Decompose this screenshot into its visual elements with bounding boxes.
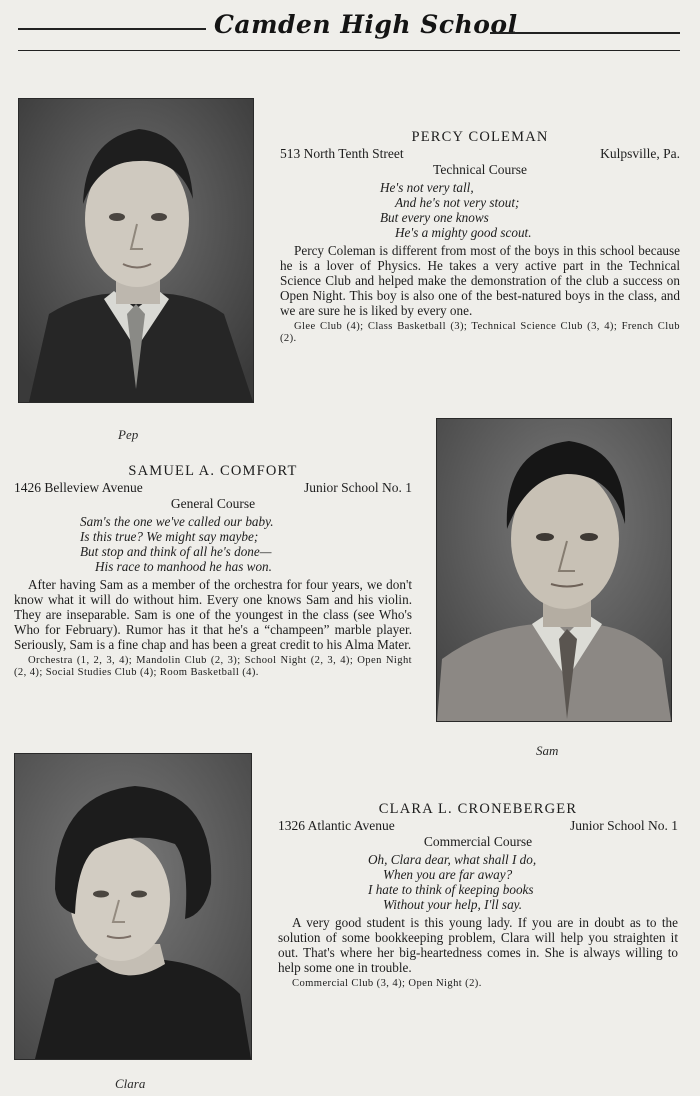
student-entry-clara bbox=[278, 802, 678, 990]
page-title: Camden High School bbox=[214, 10, 518, 39]
portrait-photo-clara bbox=[14, 753, 252, 1060]
activities-text: Glee Club (4); Class Basketball (3); Technical Science Club (3, 4); French Club (2). bbox=[280, 321, 680, 344]
course-label: Technical Course bbox=[433, 162, 527, 177]
previous-school: Junior School No. 1 bbox=[304, 480, 412, 495]
student-name: SAMUEL A. COMFORT bbox=[128, 463, 298, 479]
activities-text: Commercial Club (3, 4); Open Night (2). bbox=[292, 978, 482, 989]
verse-line: When you are far away? bbox=[383, 867, 513, 882]
street-address: 1426 Belleview Avenue bbox=[14, 480, 143, 495]
verse-line: Sam's the one we've called our baby. bbox=[80, 514, 274, 529]
hometown: Kulpsville, Pa. bbox=[600, 146, 680, 161]
portrait-photo-percy bbox=[18, 98, 254, 403]
verse-line: Oh, Clara dear, what shall I do, bbox=[368, 852, 537, 867]
address-row bbox=[14, 480, 412, 495]
biography-text: A very good student is this young lady. If you are in doubt as to the solution of some bookkeeping problem, Clara will help you straighten it out. That's where her big-heartedness comes in. She is always willing to help some one in trouble. bbox=[278, 915, 678, 975]
verse-line: Is this true? We might say maybe; bbox=[80, 529, 259, 544]
verse bbox=[14, 514, 412, 574]
course-label: Commercial Course bbox=[423, 834, 533, 849]
street-address: 1326 Atlantic Avenue bbox=[278, 818, 395, 833]
activities-list bbox=[14, 655, 412, 678]
verse-line: He's a mighty good scout. bbox=[395, 225, 532, 240]
header-rule-bottom bbox=[18, 50, 680, 51]
nickname-caption: Clara bbox=[115, 1076, 146, 1091]
header-rule-left bbox=[18, 28, 206, 30]
verse bbox=[280, 180, 680, 240]
verse-line: I hate to think of keeping books bbox=[368, 882, 534, 897]
verse-line: And he's not very stout; bbox=[395, 195, 520, 210]
verse-line: But stop and think of all he's done— bbox=[80, 544, 272, 559]
nickname-caption: Pep bbox=[118, 427, 139, 442]
nickname-caption: Sam bbox=[536, 743, 559, 758]
course-label: General Course bbox=[170, 496, 256, 511]
page-header bbox=[18, 8, 680, 54]
verse-line: His race to manhood he has won. bbox=[95, 559, 272, 574]
verse bbox=[278, 852, 678, 912]
biography-text: Percy Coleman is different from most of the boys in this school because he is a lover of Physics. He takes a very active part in the Technical Science Club and helped make the demonstration of the club a success on Open Night. This boy is also one of the best-natured boys in the class, and we are sure he is liked by every one. bbox=[280, 243, 680, 318]
activities-list bbox=[278, 978, 678, 990]
verse-line: But every one knows bbox=[380, 210, 489, 225]
address-row bbox=[278, 818, 678, 833]
biography-text: After having Sam as a member of the orchestra for four years, we don't know what it will do without him. Every one knows Sam and his violin. They are inseparable. Sam is one of the youngest in the class (see Who's Who for February). Rumor has it that he's a “champeen” marble player. Seriously, Sam is a fine chap and has been a great credit to his Alma Mater. bbox=[14, 577, 412, 652]
student-name: PERCY COLEMAN bbox=[411, 129, 549, 145]
header-rule-right bbox=[490, 32, 680, 34]
portrait-photo-samuel bbox=[436, 418, 672, 722]
biography bbox=[280, 243, 680, 318]
address-row bbox=[280, 146, 680, 161]
activities-list bbox=[280, 321, 680, 344]
student-entry-samuel bbox=[14, 464, 412, 678]
biography bbox=[14, 577, 412, 652]
student-name: CLARA L. CRONEBERGER bbox=[378, 801, 578, 817]
previous-school: Junior School No. 1 bbox=[570, 818, 678, 833]
street-address: 513 North Tenth Street bbox=[280, 146, 404, 161]
activities-text: Orchestra (1, 2, 3, 4); Mandolin Club (2, 3); School Night (2, 3, 4); Open Night (2, 4); Social Studies Club (4); Room Basketball (4). bbox=[14, 655, 412, 678]
student-entry-percy bbox=[280, 130, 680, 344]
verse-line: Without your help, I'll say. bbox=[383, 897, 523, 912]
verse-line: He's not very tall, bbox=[380, 180, 474, 195]
biography bbox=[278, 915, 678, 975]
